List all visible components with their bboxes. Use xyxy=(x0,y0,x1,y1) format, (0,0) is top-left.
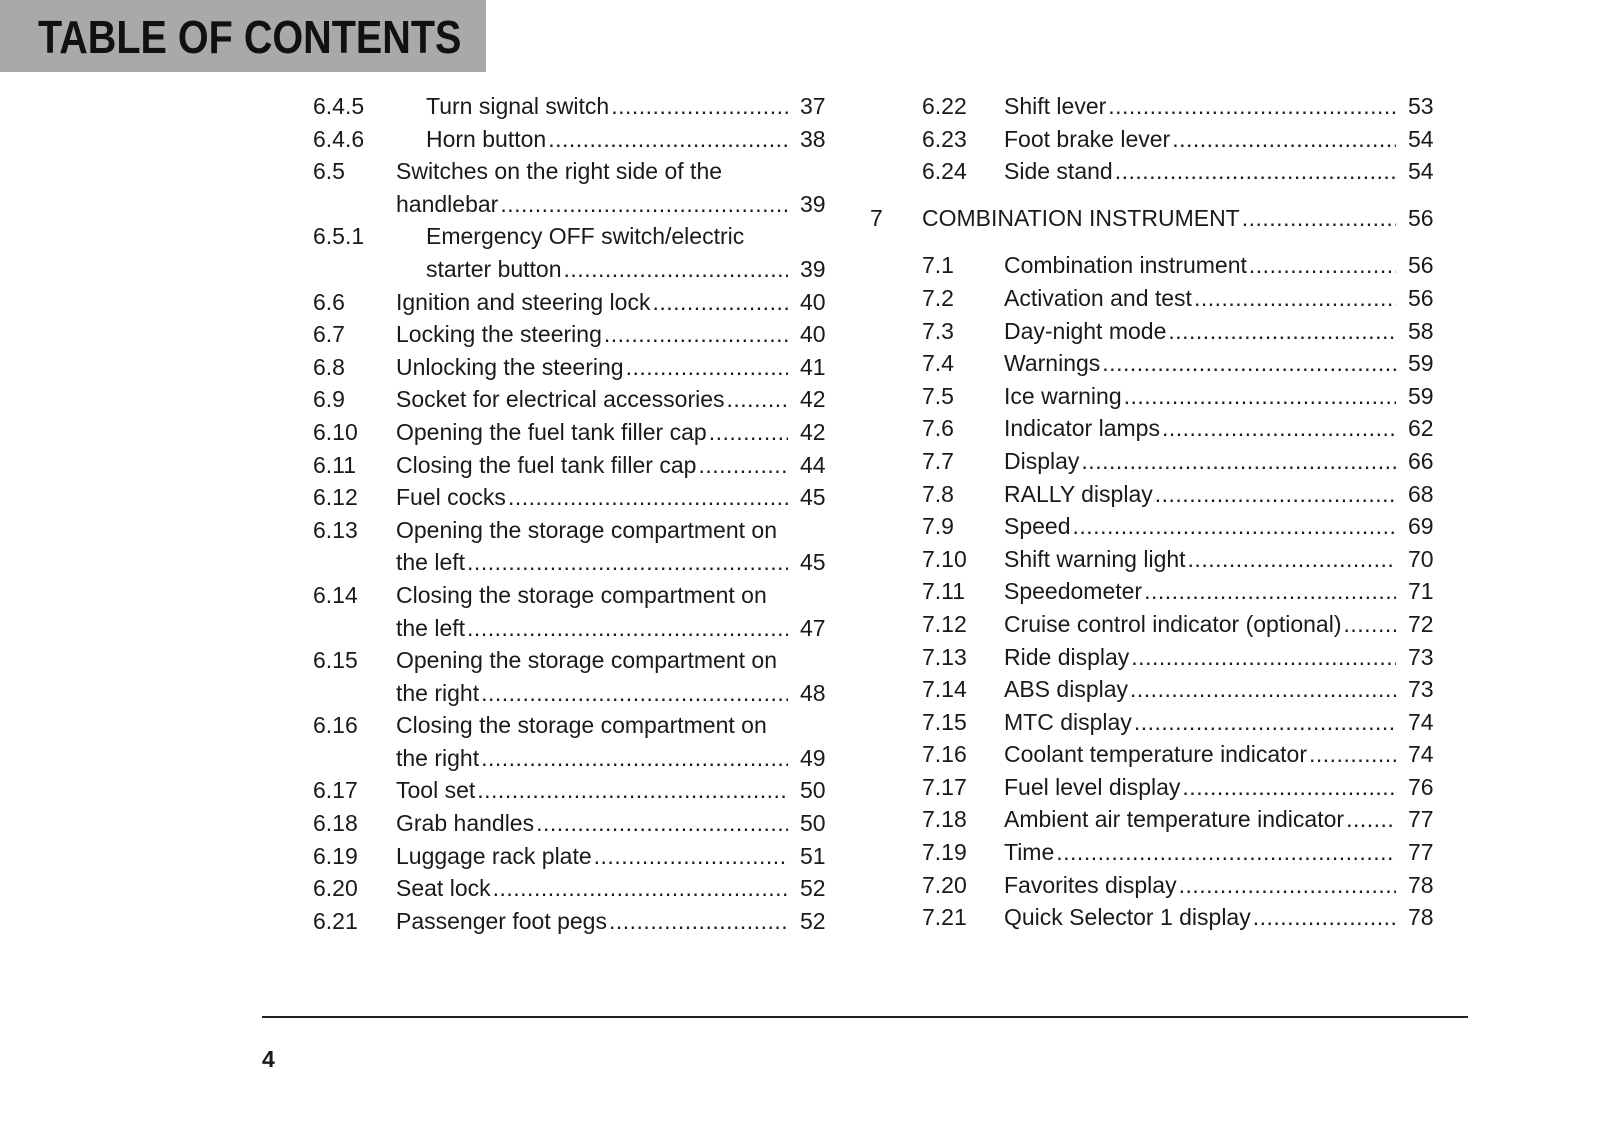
toc-entry-number: 7.18 xyxy=(922,806,967,833)
toc-entry-page: 73 xyxy=(1408,676,1434,703)
dot-leader xyxy=(1309,738,1396,771)
dot-leader xyxy=(1346,803,1396,836)
toc-column-left xyxy=(313,90,853,937)
toc-entry[interactable] xyxy=(870,347,1470,380)
toc-entry-title: Opening the storage compartment on xyxy=(396,516,778,543)
dot-leader xyxy=(493,872,788,905)
toc-entry[interactable] xyxy=(870,869,1470,902)
toc-entry-page: 78 xyxy=(1408,904,1434,931)
toc-entry[interactable] xyxy=(313,872,853,905)
toc-entry-title: Turn signal switch xyxy=(426,93,610,119)
toc-entry-number: 7.19 xyxy=(922,839,967,866)
toc-entry-page: 71 xyxy=(1408,578,1434,605)
toc-entry-title: Ice warning xyxy=(1004,382,1122,409)
dot-leader xyxy=(1124,380,1396,413)
toc-entry-number: 6.7 xyxy=(313,321,345,348)
toc-entry[interactable] xyxy=(870,706,1470,739)
toc-entry-title: Passenger foot pegs xyxy=(396,907,607,934)
toc-entry-title: Grab handles xyxy=(396,810,535,837)
toc-entry[interactable] xyxy=(870,673,1470,706)
dot-leader xyxy=(594,840,788,873)
toc-entry[interactable] xyxy=(313,383,853,416)
toc-entry-title: Unlocking the steering xyxy=(396,353,624,380)
toc-entry-page: 40 xyxy=(800,321,826,348)
toc-entry[interactable] xyxy=(313,807,853,840)
toc-entry-number: 6.14 xyxy=(313,581,358,608)
toc-entry-title: Emergency OFF switch/electric xyxy=(426,223,745,250)
footer-divider xyxy=(262,1016,1468,1018)
toc-entry-title: Shift warning light xyxy=(1004,545,1186,572)
dot-leader xyxy=(604,318,788,351)
toc-entry-title: Combination instrument xyxy=(1004,252,1247,279)
toc-entry-number: 7 xyxy=(870,204,883,231)
page-title: TABLE OF CONTENTS xyxy=(38,11,462,63)
toc-entry-number: 7.21 xyxy=(922,904,967,931)
toc-entry-page: 47 xyxy=(800,614,826,641)
dot-leader xyxy=(609,905,788,938)
toc-entry-number: 7.12 xyxy=(922,610,967,637)
dot-leader xyxy=(1188,543,1396,576)
toc-entry-title: Foot brake lever xyxy=(1004,125,1171,152)
toc-entry[interactable] xyxy=(870,803,1470,836)
toc-entry[interactable] xyxy=(313,416,853,449)
toc-entry[interactable] xyxy=(313,449,853,482)
toc-entry-number: 6.9 xyxy=(313,386,345,413)
toc-entry-title: Seat lock xyxy=(396,875,491,902)
toc-entry-title: ABS display xyxy=(1004,676,1129,703)
toc-entry-number: 7.9 xyxy=(922,513,954,540)
toc-entry[interactable] xyxy=(870,836,1470,869)
dot-leader xyxy=(1144,575,1396,608)
toc-entry-title: Closing the storage compartment on xyxy=(396,581,767,608)
dot-leader xyxy=(1130,673,1396,706)
dot-leader xyxy=(467,612,788,645)
toc-entry-number: 7.2 xyxy=(922,284,954,311)
toc-entry[interactable] xyxy=(313,905,853,938)
dot-leader xyxy=(500,188,788,221)
toc-entry-number: 6.13 xyxy=(313,516,358,543)
toc-entry-number: 7.7 xyxy=(922,447,954,474)
toc-entry-number: 6.21 xyxy=(313,907,358,934)
toc-entry-page: 45 xyxy=(800,549,826,576)
toc-entry-number: 7.4 xyxy=(922,350,954,377)
toc-entry-page: 72 xyxy=(1408,610,1434,637)
toc-entry-page: 59 xyxy=(1408,350,1434,377)
toc-entry-page: 52 xyxy=(800,875,826,902)
toc-entry-page: 39 xyxy=(800,255,826,282)
toc-entry[interactable] xyxy=(870,90,1470,123)
toc-entry-number: 6.8 xyxy=(313,353,345,380)
toc-entry-title: Luggage rack plate xyxy=(396,842,592,869)
toc-entry-title: Day-night mode xyxy=(1004,317,1167,344)
toc-entry-number: 6.20 xyxy=(313,875,358,902)
toc-entry-page: 59 xyxy=(1408,382,1434,409)
toc-entry[interactable] xyxy=(313,155,853,220)
toc-entry-number: 7.10 xyxy=(922,545,967,572)
dot-leader xyxy=(1162,412,1396,445)
toc-entry-title: Indicator lamps xyxy=(1004,415,1160,442)
toc-entry-number: 7.5 xyxy=(922,382,954,409)
toc-entry-title: Locking the steering xyxy=(396,321,602,348)
toc-entry[interactable] xyxy=(313,220,853,285)
toc-entry-page: 53 xyxy=(1408,93,1434,119)
dot-leader xyxy=(1179,869,1396,902)
toc-entry-page: 54 xyxy=(1408,158,1434,185)
toc-entry-number: 6.5.1 xyxy=(313,223,365,250)
toc-entry[interactable] xyxy=(870,478,1470,511)
header-banner xyxy=(0,0,486,72)
toc-entry-title: Activation and test xyxy=(1004,284,1192,311)
toc-entry-page: 50 xyxy=(800,810,826,837)
toc-entry-number: 6.18 xyxy=(313,810,358,837)
toc-entry-number: 6.5 xyxy=(313,158,345,185)
dot-leader xyxy=(477,774,788,807)
toc-entry-page: 74 xyxy=(1408,708,1434,735)
toc-entry-number: 7.1 xyxy=(922,252,954,279)
toc-entry[interactable] xyxy=(313,514,853,579)
dot-leader xyxy=(508,481,788,514)
toc-entry[interactable] xyxy=(313,123,853,156)
toc-entry-number: 6.24 xyxy=(922,158,967,185)
dot-leader xyxy=(1131,641,1396,674)
toc-entry-title: the left xyxy=(396,614,466,641)
dot-leader xyxy=(1081,445,1396,478)
toc-entry[interactable] xyxy=(313,90,853,123)
toc-entry[interactable] xyxy=(313,579,853,644)
toc-entry-title: RALLY display xyxy=(1004,480,1153,507)
page-number: 4 xyxy=(262,1046,275,1072)
toc-entry-title: COMBINATION INSTRUMENT xyxy=(922,204,1240,231)
dot-leader xyxy=(1102,347,1396,380)
toc-entry-title: Ignition and steering lock xyxy=(396,288,651,315)
toc-entry[interactable] xyxy=(313,286,853,319)
toc-entry-page: 42 xyxy=(800,418,826,445)
dot-leader xyxy=(1253,901,1396,934)
toc-entry-title: Quick Selector 1 display xyxy=(1004,904,1251,931)
dot-leader xyxy=(626,351,788,384)
toc-entry-number: 6.17 xyxy=(313,777,358,804)
toc-entry-page: 48 xyxy=(800,679,826,706)
toc-entry[interactable] xyxy=(870,510,1470,543)
dot-leader xyxy=(611,90,788,123)
toc-entry[interactable] xyxy=(870,738,1470,771)
toc-entry-title: Opening the storage compartment on xyxy=(396,647,778,674)
toc-entry-page: 77 xyxy=(1408,806,1434,833)
toc-entry-page: 62 xyxy=(1408,415,1434,442)
dot-leader xyxy=(548,123,788,156)
toc-entry-title: Coolant temperature indicator xyxy=(1004,741,1307,768)
toc-entry[interactable] xyxy=(870,202,1470,235)
dot-leader xyxy=(1056,836,1396,869)
toc-entry-title: Speedometer xyxy=(1004,578,1143,605)
toc-entry-page: 68 xyxy=(1408,480,1434,507)
dot-leader xyxy=(481,677,788,710)
dot-leader xyxy=(1242,202,1396,235)
toc-entry[interactable] xyxy=(870,123,1470,156)
toc-entry-title: Switches on the right side of the xyxy=(396,158,723,185)
toc-entry[interactable] xyxy=(870,543,1470,576)
dot-leader xyxy=(481,742,788,775)
toc-entry[interactable] xyxy=(313,840,853,873)
toc-entry-page: 52 xyxy=(800,907,826,934)
toc-column-right xyxy=(870,90,1470,934)
toc-entry[interactable] xyxy=(313,351,853,384)
dot-leader xyxy=(1155,478,1396,511)
toc-entry[interactable] xyxy=(870,249,1470,282)
toc-entry-title: the right xyxy=(396,679,480,706)
toc-entry-page: 78 xyxy=(1408,871,1434,898)
toc-entry[interactable] xyxy=(313,709,853,774)
toc-entry-number: 6.4.6 xyxy=(313,125,365,152)
toc-entry-page: 56 xyxy=(1408,284,1434,311)
toc-entry-title: Favorites display xyxy=(1004,871,1177,898)
toc-entry-number: 7.13 xyxy=(922,643,967,670)
toc-entry-page: 77 xyxy=(1408,839,1434,866)
toc-entry[interactable] xyxy=(313,318,853,351)
toc-entry-number: 6.6 xyxy=(313,288,345,315)
toc-entry[interactable] xyxy=(870,575,1470,608)
toc-entry-number: 6.10 xyxy=(313,418,358,445)
toc-entry-page: 70 xyxy=(1408,545,1434,572)
dot-leader xyxy=(652,286,788,319)
toc-entry[interactable] xyxy=(870,608,1470,641)
dot-leader xyxy=(564,253,788,286)
toc-entry-number: 7.8 xyxy=(922,480,954,507)
toc-entry-page: 45 xyxy=(800,484,826,511)
toc-entry-page: 50 xyxy=(800,777,826,804)
toc-entry[interactable] xyxy=(313,481,853,514)
toc-entry-title: Side stand xyxy=(1004,158,1113,185)
dot-leader xyxy=(1168,315,1396,348)
toc-entry-page: 76 xyxy=(1408,773,1434,800)
toc-entry-page: 38 xyxy=(800,125,826,152)
toc-entry-number: 7.6 xyxy=(922,415,954,442)
toc-entry-number: 7.15 xyxy=(922,708,967,735)
toc-entry[interactable] xyxy=(870,412,1470,445)
dot-leader xyxy=(1115,155,1396,188)
toc-entry-number: 7.20 xyxy=(922,871,967,898)
dot-leader xyxy=(536,807,788,840)
toc-entry-number: 7.11 xyxy=(922,578,966,605)
toc-entry-page: 41 xyxy=(800,353,826,380)
toc-entry-title: Fuel cocks xyxy=(396,484,506,511)
toc-entry-title: starter button xyxy=(426,255,562,282)
toc-entry-page: 44 xyxy=(800,451,826,478)
toc-entry-number: 6.15 xyxy=(313,647,358,674)
toc-entry-title: Cruise control indicator (optional) xyxy=(1004,610,1342,637)
toc-entry[interactable] xyxy=(870,282,1470,315)
dot-leader xyxy=(709,416,788,449)
toc-entry-page: 56 xyxy=(1408,252,1434,279)
toc-entry-title: Horn button xyxy=(426,125,547,152)
dot-leader xyxy=(1194,282,1396,315)
toc-entry-title: the right xyxy=(396,744,480,771)
toc-entry-page: 42 xyxy=(800,386,826,413)
toc-entry-page: 66 xyxy=(1408,447,1434,474)
toc-entry[interactable] xyxy=(870,445,1470,478)
toc-entry-page: 37 xyxy=(800,93,826,119)
toc-entry-title: Opening the fuel tank filler cap xyxy=(396,418,707,445)
toc-entry-number: 6.11 xyxy=(313,451,357,478)
toc-entry-number: 7.14 xyxy=(922,676,967,703)
toc-entry-number: 7.3 xyxy=(922,317,954,344)
toc-entry-title: handlebar xyxy=(396,190,499,217)
toc-entry-page: 73 xyxy=(1408,643,1434,670)
toc-entry-title: Closing the fuel tank filler cap xyxy=(396,451,697,478)
toc-entry-title: the left xyxy=(396,549,466,576)
toc-entry-page: 51 xyxy=(800,842,826,869)
toc-entry[interactable] xyxy=(870,641,1470,674)
dot-leader xyxy=(698,449,788,482)
toc-entry-title: Socket for electrical accessories xyxy=(396,386,725,413)
dot-leader xyxy=(467,546,788,579)
toc-entry[interactable] xyxy=(870,315,1470,348)
toc-entry-title: Display xyxy=(1004,447,1080,474)
toc-entry-title: Closing the storage compartment on xyxy=(396,712,767,739)
toc-entry-page: 40 xyxy=(800,288,826,315)
toc-entry[interactable] xyxy=(313,774,853,807)
dot-leader xyxy=(1108,90,1396,123)
dot-leader xyxy=(1344,608,1397,641)
toc-entry-page: 69 xyxy=(1408,513,1434,540)
toc-entry-title: Speed xyxy=(1004,513,1071,540)
toc-entry-title: Ride display xyxy=(1004,643,1130,670)
toc-entry-number: 6.4.5 xyxy=(313,93,365,119)
toc-entry-title: Fuel level display xyxy=(1004,773,1181,800)
toc-entry-page: 54 xyxy=(1408,125,1434,152)
toc-entry[interactable] xyxy=(870,380,1470,413)
toc-entry-page: 39 xyxy=(800,190,826,217)
toc-entry[interactable] xyxy=(870,901,1470,934)
toc-entry-page: 74 xyxy=(1408,741,1434,768)
toc-entry-title: Tool set xyxy=(396,777,476,804)
toc-entry[interactable] xyxy=(870,771,1470,804)
toc-entry-title: Warnings xyxy=(1004,350,1101,377)
toc-entry-title: MTC display xyxy=(1004,708,1132,735)
toc-entry-number: 6.19 xyxy=(313,842,358,869)
toc-entry[interactable] xyxy=(313,644,853,709)
toc-entry-page: 56 xyxy=(1408,204,1434,231)
toc-entry-number: 6.23 xyxy=(922,125,967,152)
toc-entry-number: 6.16 xyxy=(313,712,358,739)
dot-leader xyxy=(727,383,788,416)
dot-leader xyxy=(1134,706,1396,739)
dot-leader xyxy=(1073,510,1396,543)
toc-entry-page: 58 xyxy=(1408,317,1434,344)
dot-leader xyxy=(1172,123,1396,156)
toc-entry-number: 7.17 xyxy=(922,773,967,800)
toc-entry-title: Shift lever xyxy=(1004,93,1107,119)
dot-leader xyxy=(1182,771,1396,804)
toc-entry-title: Time xyxy=(1004,839,1055,866)
toc-entry-page: 49 xyxy=(800,744,826,771)
toc-entry[interactable] xyxy=(870,155,1470,188)
toc-entry-number: 7.16 xyxy=(922,741,967,768)
toc-entry-number: 6.22 xyxy=(922,93,967,119)
dot-leader xyxy=(1249,249,1396,282)
toc-entry-number: 6.12 xyxy=(313,484,358,511)
toc-entry-title: Ambient air temperature indicator xyxy=(1004,806,1345,833)
